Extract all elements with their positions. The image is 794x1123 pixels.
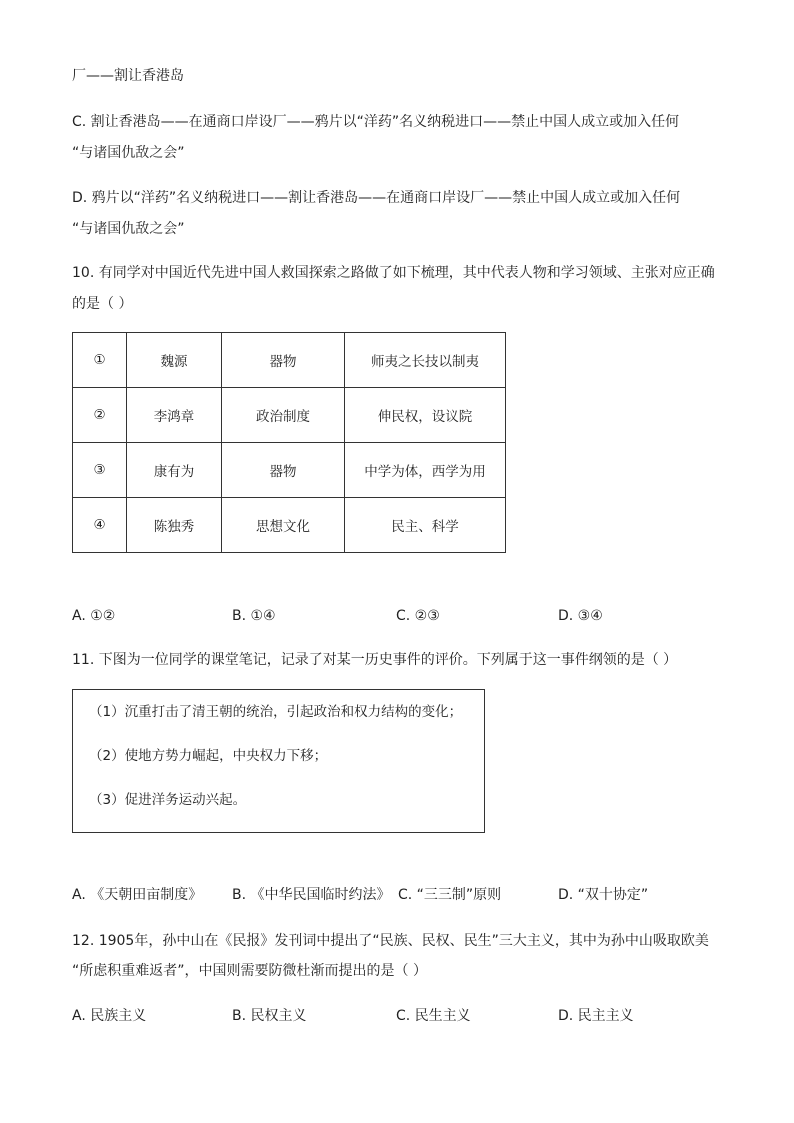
q9-option-c-line1: C. 割让香港岛——在通商口岸设厂——鸦片以“洋药”名义纳税进口——禁止中国人成立或加入任何 [72, 114, 680, 130]
table-cell: ② [73, 388, 127, 443]
q10-option-c: C. ②③ [396, 608, 440, 624]
table-row [73, 498, 506, 553]
table-cell: 器物 [222, 443, 345, 498]
q10-table [72, 332, 506, 553]
table-cell: ④ [73, 498, 127, 553]
q11-notes-box [72, 689, 485, 833]
q12-option-d: D. 民主主义 [558, 1008, 634, 1024]
q11-option-a: A. 《天朝田亩制度》 [72, 887, 203, 903]
q10-stem-line2: 的是（ ） [72, 296, 133, 312]
continued-line: 厂——割让香港岛 [72, 68, 184, 84]
q11-option-b: B. 《中华民国临时约法》 [232, 887, 391, 903]
table-cell: 思想文化 [222, 498, 345, 553]
q11-stem: 11. 下图为一位同学的课堂笔记，记录了对某一历史事件的评价。下列属于这一事件纲领的是（ ） [72, 652, 678, 668]
q9-option-d-line2: “与诸国仇敌之会” [72, 221, 185, 237]
table-row [73, 333, 506, 388]
table-cell: 魏源 [127, 333, 222, 388]
table-cell: 陈独秀 [127, 498, 222, 553]
q12-stem-line2: “所虑积重难返者”，中国则需要防微杜渐而提出的是（ ） [72, 963, 427, 979]
table-cell: 伸民权，设议院 [345, 388, 506, 443]
q10-option-a: A. ①② [72, 608, 116, 624]
q12-option-c: C. 民生主义 [396, 1008, 471, 1024]
q10-stem-line1: 10. 有同学对中国近代先进中国人救国探索之路做了如下梳理，其中代表人物和学习领域、主张对应正确 [72, 265, 715, 281]
q9-option-c-line2: “与诸国仇敌之会” [72, 145, 185, 161]
q12-option-a: A. 民族主义 [72, 1008, 147, 1024]
table-cell: 师夷之长技以制夷 [345, 333, 506, 388]
q12-options [72, 1006, 732, 1026]
q12-option-b: B. 民权主义 [232, 1008, 307, 1024]
table-cell: 器物 [222, 333, 345, 388]
table-cell: 康有为 [127, 443, 222, 498]
table-cell: 中学为体，西学为用 [345, 443, 506, 498]
q11-note-3: （3）促进洋务运动兴起。 [89, 792, 247, 808]
q10-option-b: B. ①④ [232, 608, 276, 624]
table-cell: 政治制度 [222, 388, 345, 443]
q10-options [72, 606, 732, 626]
q11-note-2: （2）使地方势力崛起，中央权力下移； [89, 748, 328, 764]
table-cell: ① [73, 333, 127, 388]
table-cell: 李鸿章 [127, 388, 222, 443]
q11-option-c: C. “三三制”原则 [398, 887, 502, 903]
table-row [73, 443, 506, 498]
q9-option-d-line1: D. 鸦片以“洋药”名义纳税进口——割让香港岛——在通商口岸设厂——禁止中国人成立或加入任何 [72, 190, 681, 206]
q10-option-d: D. ③④ [558, 608, 603, 624]
q12-stem-line1: 12. 1905年，孙中山在《民报》发刊词中提出了“民族、民权、民生”三大主义，其中为孙中山吸取欧美 [72, 933, 709, 949]
table-row [73, 388, 506, 443]
q11-options [72, 885, 732, 905]
table-cell: ③ [73, 443, 127, 498]
q11-option-d: D. “双十协定” [558, 887, 649, 903]
table-cell: 民主、科学 [345, 498, 506, 553]
q11-note-1: （1）沉重打击了清王朝的统治，引起政治和权力结构的变化； [89, 704, 463, 720]
